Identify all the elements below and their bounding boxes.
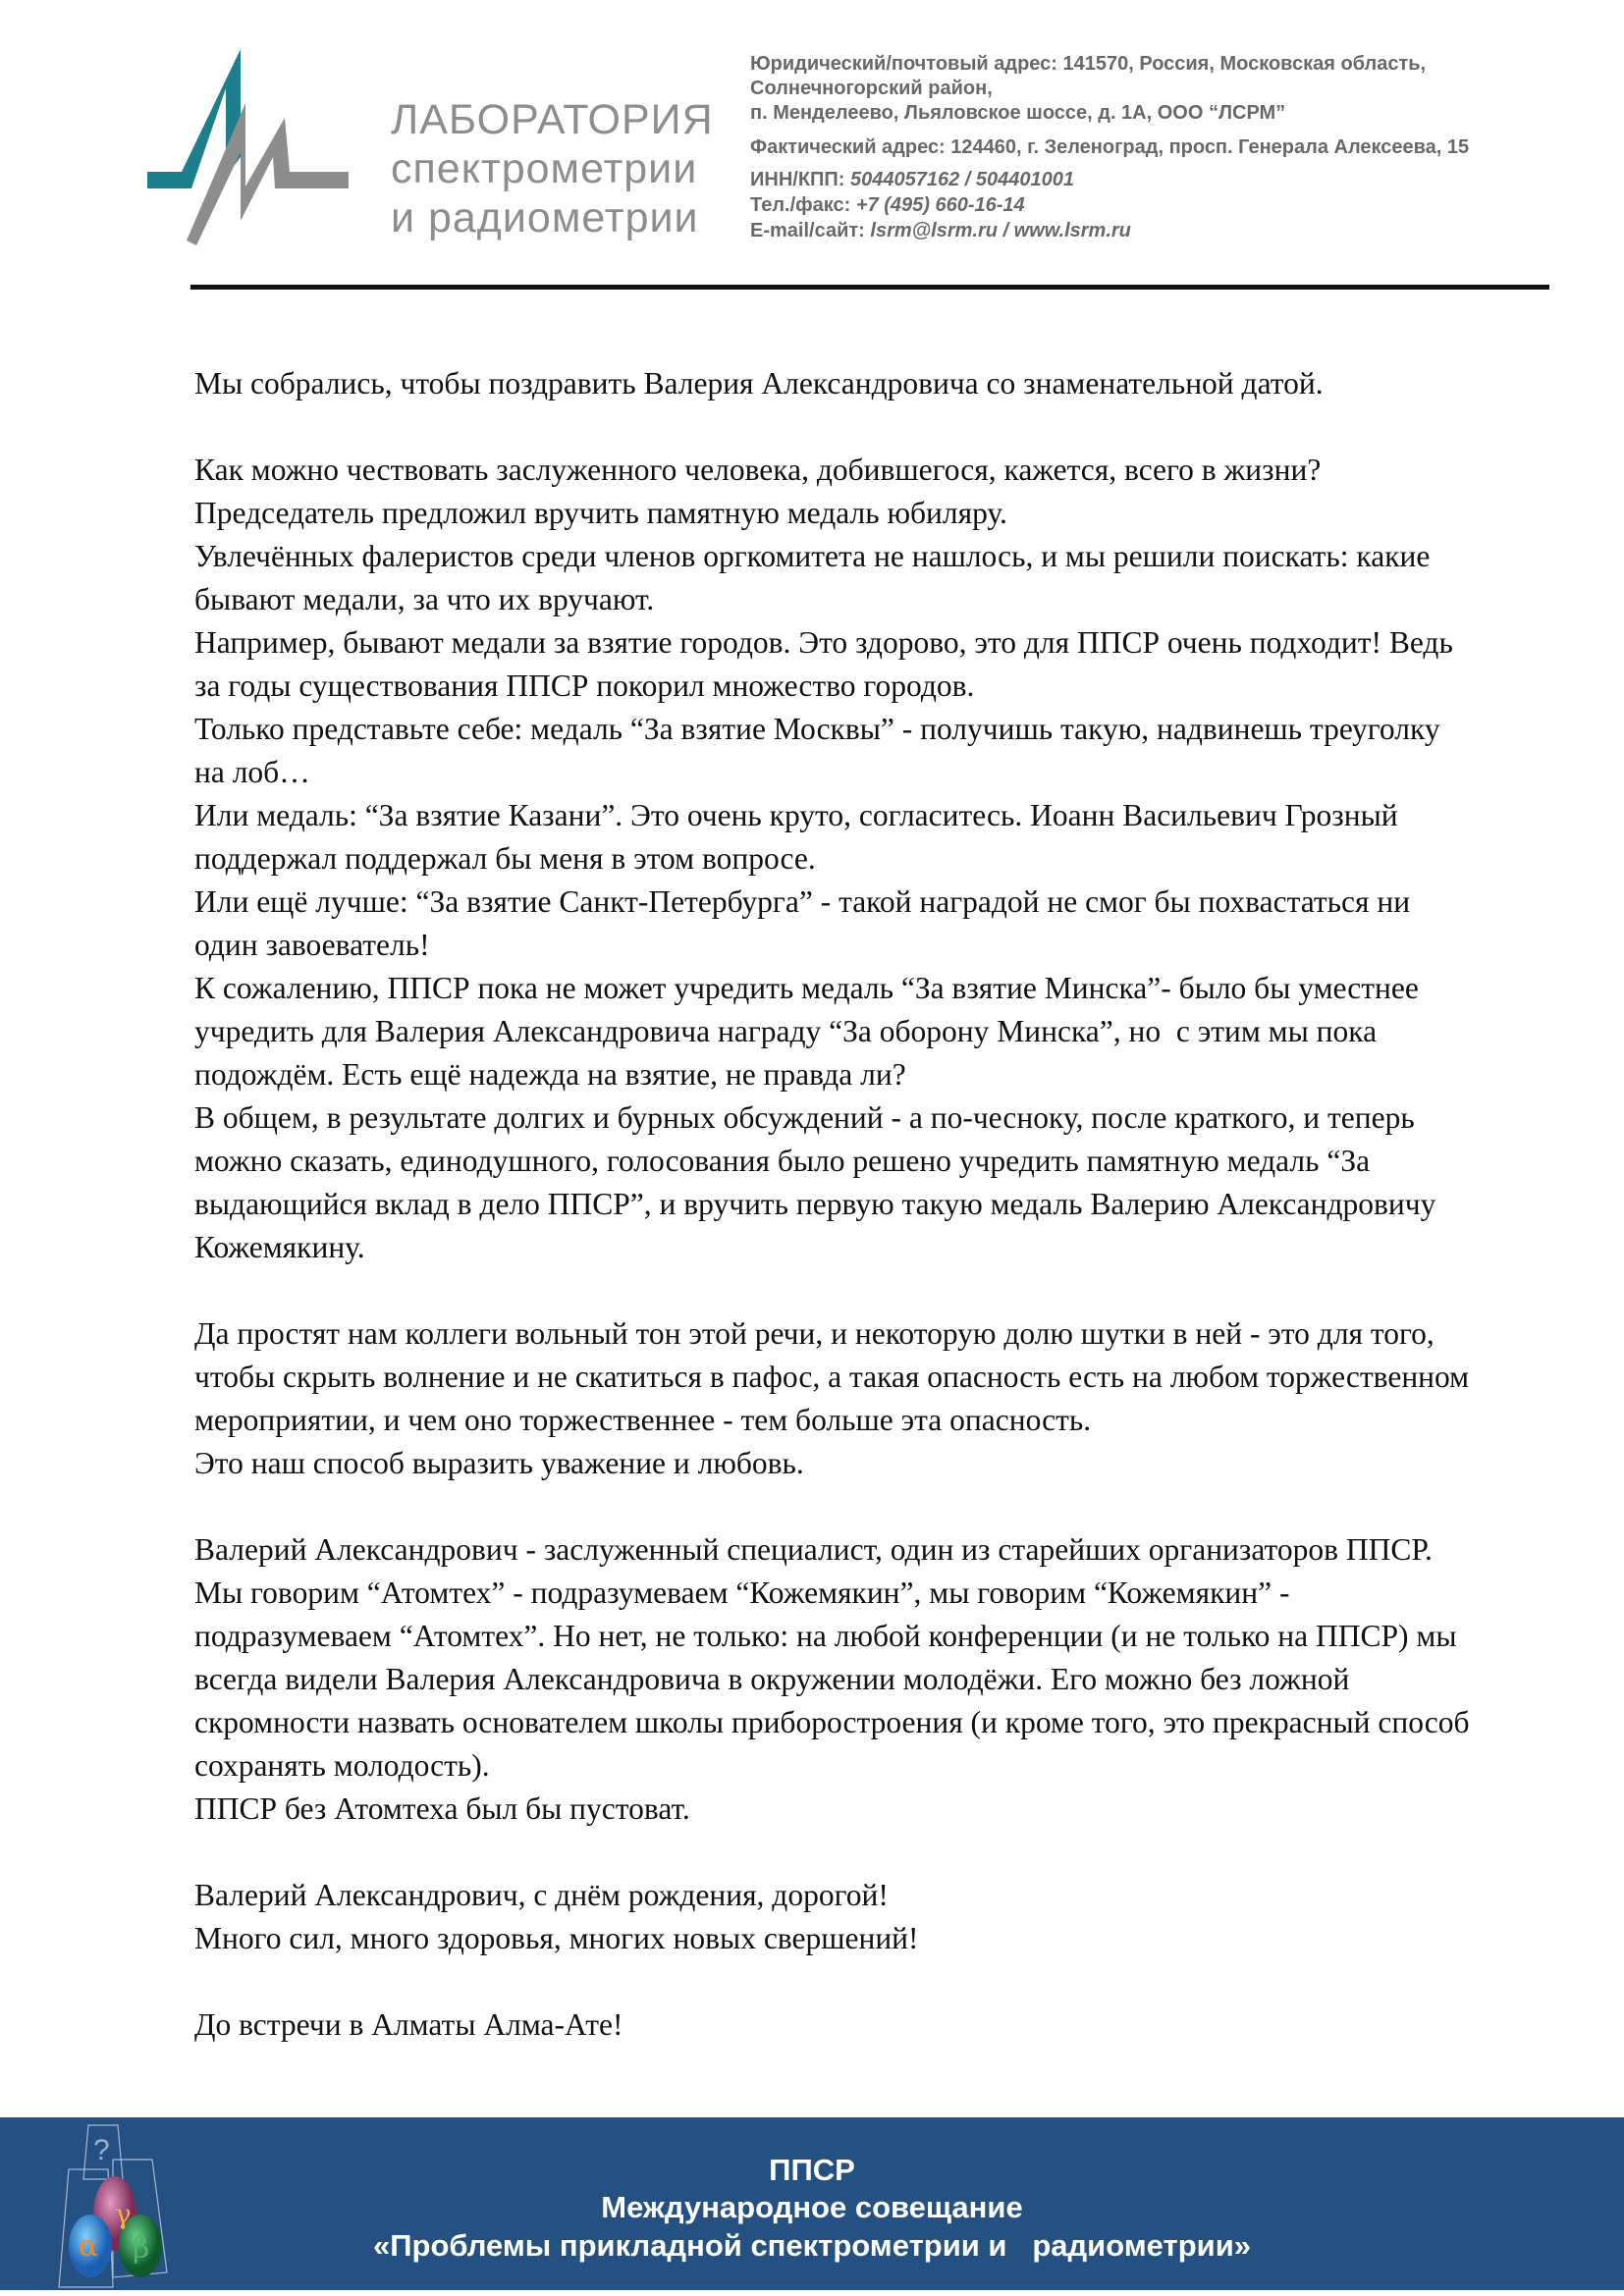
text-line: можно сказать, единодушного, голосования было решено учредить памятную медаль “За [194,1144,1371,1178]
emblem-gamma: γ [115,2198,132,2230]
phone-value: +7 (495) 660-16-14 [855,194,1025,216]
text-line: чтобы скрыть волнение и не скатиться в пафос, а такая опасность есть на любом торжественном [194,1360,1470,1394]
inn-label: ИНН/КПП: [750,169,845,190]
phone [750,194,1025,217]
text-line: Валерий Александрович, с днём рождения, дорогой! [194,1878,889,1912]
text-line: Мы собрались, чтобы поздравить Валерия Александровича со знаменательной датой. [194,366,1324,400]
text-line: Или ещё лучше: “За взятие Санкт-Петербурга” - такой наградой не смог бы похвастаться ни [194,884,1411,919]
text-line: сохранять молодость). [194,1748,490,1783]
text-line: Кожемякину. [194,1230,365,1264]
text-line: Это наш способ выразить уважение и любовь. [194,1446,804,1480]
footer-title: ППСР [769,2153,855,2187]
email-value: lsrm@lsrm.ru / www.lsrm.ru [870,220,1131,241]
text-line: Увлечённых фалеристов среди членов оргкомитета не нашлось, и мы решили поискать: какие [194,539,1431,573]
lsrm-logo-icon [147,49,353,245]
actual-address: Фактический адрес: 124460, г. Зеленоград, просп. Генерала Алексеева, 15 [750,136,1470,158]
blank-line [194,1960,1470,2003]
text-line: Валерий Александрович - заслуженный специалист, один из старейших организаторов ППСР. [194,1532,1433,1567]
text-line: за годы существования ППСР покорил множество городов. [194,668,975,703]
text-line: всегда видели Валерия Александровича в окружении молодёжи. Его можно без ложной [194,1662,1350,1696]
blank-line [194,1485,1470,1528]
text-line: подождём. Есть ещё надежда на взятие, не правда ли? [194,1057,906,1092]
text-line: До встречи в Алматы Алма-Ате! [194,2007,623,2042]
text-line: В общем, в результате долгих и бурных обсуждений - а по-чесноку, после краткого, и теперь [194,1100,1415,1135]
text-line: бывают медали, за что их вручают. [194,582,655,616]
text-line: поддержал поддержал бы меня в этом вопросе. [194,841,816,876]
footer-subtitle: Международное совещание [601,2190,1023,2224]
inn-value: 5044057162 / 504401001 [850,169,1075,190]
emblem-beta: β [133,2231,150,2266]
text-line: на лоб… [194,755,310,789]
blank-line [194,1831,1470,1874]
text-line: подразумеваем “Атомтех”. Но нет, не только: на любой конференции (и не только на ППСР) мы [194,1619,1457,1653]
text-line: Много сил, много здоровья, многих новых свершений! [194,1921,919,1955]
email-site [750,220,1131,242]
text-line: Да простят нам коллеги вольный тон этой речи, и некоторую долю шутки в ней - это для того, [194,1316,1435,1351]
text-line: Или медаль: “За взятие Казани”. Это очень круто, согласитесь. Иоанн Васильевич Грозный [194,798,1398,832]
text-line: один завоеватель! [194,928,430,962]
logo-text-line: спектрометрии [391,145,698,192]
blank-line [194,1269,1470,1312]
phone-label: Тел./факс: [750,194,851,216]
text-line: ППСР без Атомтеха был бы пустоват. [194,1791,690,1826]
emblem-alpha: α [79,2229,99,2264]
text-line: Председатель предложил вручить памятную медаль юбиляру. [194,496,1007,530]
header-divider [190,285,1549,290]
text-line: мероприятии, и чем оно торжественнее - тем больше эта опасность. [194,1403,1092,1437]
legal-address-line: Юридический/почтовый адрес: 141570, Россия, Московская область, [750,53,1427,75]
blank-line [194,405,1470,449]
logo-text-line: и радиометрии [391,194,699,241]
legal-address-line: п. Менделеево, Льяловское шоссе, д. 1А, ООО “ЛСРМ” [750,102,1286,124]
text-line: Только представьте себе: медаль “За взятие Москвы” - получишь такую, надвинешь треуголку [194,712,1440,746]
text-line: скромности назвать основателем школы приборостроения (и кроме того, это прекрасный способ [194,1705,1470,1739]
text-line: Мы говорим “Атомтех” - подразумеваем “Кожемякин”, мы говорим “Кожемякин” - [194,1575,1290,1610]
text-line: Как можно чествовать заслуженного человека, добившегося, кажется, всего в жизни? [194,453,1322,487]
text-line: Например, бывают медали за взятие городов. Это здорово, это для ППСР очень подходит! Ведь [194,625,1453,660]
inn-kpp [750,169,1074,191]
footer-conference-name: «Проблемы прикладной спектрометрии и радиометрии» [372,2228,1251,2263]
letter-body [194,362,1470,2047]
emblem-question: ? [93,2134,110,2166]
text-line: выдающийся вклад в дело ППСР”, и вручить первую такую медаль Валерию Александровичу [194,1187,1436,1221]
email-label: E-mail/сайт: [750,220,865,241]
text-line: учредить для Валерия Александровича награду “За оборону Минска”, но с этим мы пока [194,1014,1378,1048]
text-line: К сожалению, ППСР пока не может учредить медаль “За взятие Минска”- было бы уместнее [194,971,1419,1005]
logo-text-line: ЛАБОРАТОРИЯ [391,96,714,143]
legal-address-line: Солнечногорский район, [750,78,993,99]
